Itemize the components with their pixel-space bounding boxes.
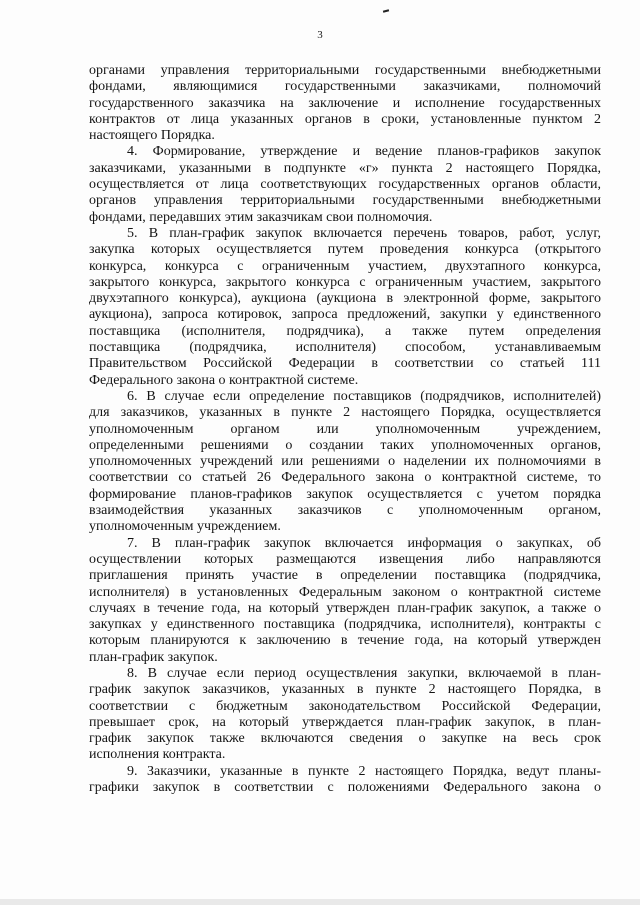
text-line: поставщика (подрядчика, исполнителя) способом, устанавливаемым <box>89 340 601 356</box>
document-body <box>89 63 601 796</box>
text-line: формирование планов-графиков закупок осуществляется с учетом порядка <box>89 486 601 502</box>
text-line: закупка которых осуществляется путем проведения конкурса (открытого <box>89 242 601 258</box>
scan-mark <box>383 9 389 12</box>
text-line: поставщика (исполнителя, подрядчика), а также путем определения <box>89 323 601 339</box>
text-line: исполнителя) в установленных Федеральным законом о контрактной системе <box>89 584 601 600</box>
text-line: заказчиками, указанными в подпункте «г» пункта 2 настоящего Порядка, <box>89 160 601 176</box>
text-line: фондами, являющимися государственными заказчиками, полномочий <box>89 79 601 95</box>
text-line: приглашения принять участие в определении поставщика (подрядчика, <box>89 568 601 584</box>
page-number: 3 <box>317 29 323 41</box>
text-line: контрактов от лица указанных органов в сроки, установленные пунктом 2 <box>89 111 601 127</box>
text-line: 4. Формирование, утверждение и ведение планов-графиков закупок <box>127 144 601 160</box>
text-line: органов управления территориальными государственными внебюджетными <box>89 193 601 209</box>
text-line: 6. В случае если определение поставщиков (подрядчиков, исполнителей) <box>127 388 601 404</box>
text-line: двухэтапного конкурса), аукциона (аукциона в электронной форме, закрытого <box>89 291 601 307</box>
scan-edge <box>0 899 640 905</box>
text-line: определенными решениями о создании таких уполномоченных органов, <box>89 437 601 453</box>
text-line: конкурса, конкурса с ограниченным участием, двухэтапного конкурса, <box>89 258 601 274</box>
text-line: аукциона), запроса котировок, запроса предложений, закупки у единственного <box>89 307 601 323</box>
text-line: осуществлении которых размещаются извещения либо направляются <box>89 551 601 567</box>
text-line: 7. В план-график закупок включается информация о закупках, об <box>127 535 601 551</box>
text-line: 5. В план-график закупок включается перечень товаров, работ, услуг, <box>127 225 601 241</box>
text-line: Федерального закона о контрактной системе. <box>89 372 359 388</box>
text-line: 9. Заказчики, указанные в пункте 2 настоящего Порядка, ведут планы- <box>127 763 601 779</box>
text-line: осуществляется от лица соответствующих государственных органов области, <box>89 177 601 193</box>
text-line: график закупок также включаются сведения о закупке на весь срок <box>89 731 601 747</box>
text-line: органами управления территориальными государственными внебюджетными <box>89 63 601 78</box>
text-line: график закупок заказчиков, указанных в пункте 2 настоящего Порядка, в <box>89 682 601 698</box>
text-line: графики закупок в соответствии с положениями Федерального закона о <box>89 780 601 796</box>
text-line: государственного заказчика на заключение и исполнение государственных <box>89 95 601 111</box>
text-line: закупках у единственного поставщика (подрядчика, исполнителя), контракты с <box>89 617 601 633</box>
text-line: превышает срок, на который утверждается план-график закупок, в план- <box>89 714 601 730</box>
text-line: фондами, передавших этим заказчикам свои полномочия. <box>89 209 433 225</box>
text-line: которым планируются к заключению в течение года, на который утвержден <box>89 633 601 649</box>
text-line: план-график закупок. <box>89 649 218 665</box>
text-line: 8. В случае если период осуществления закупки, включаемой в план- <box>127 665 601 681</box>
text-line: настоящего Порядка. <box>89 128 215 144</box>
text-line: соответствии со статьей 26 Федерального закона о контрактной системе, то <box>89 470 601 486</box>
text-line: закрытого конкурса, закрытого конкурса с ограниченным участием, закрытого <box>89 274 601 290</box>
text-line: уполномоченным учреждением. <box>89 519 281 535</box>
text-line: соответствии с бюджетным законодательством Российской Федерации, <box>89 698 601 714</box>
text-line: исполнения контракта. <box>89 747 226 763</box>
text-line: уполномоченных учреждений или решениями о наделении их полномочиями в <box>89 454 601 470</box>
text-line: для заказчиков, указанных в пункте 2 настоящего Порядка, осуществляется <box>89 405 601 421</box>
text-line: взаимодействия указанных заказчиков с уполномоченным органом, <box>89 503 601 519</box>
text-line: уполномоченным органом или уполномоченным учреждением, <box>89 421 601 437</box>
text-line: случаях в течение года, на который утвержден план-график закупок, а также о <box>89 600 601 616</box>
text-line: Правительством Российской Федерации в соответствии со статьей 111 <box>89 356 601 372</box>
